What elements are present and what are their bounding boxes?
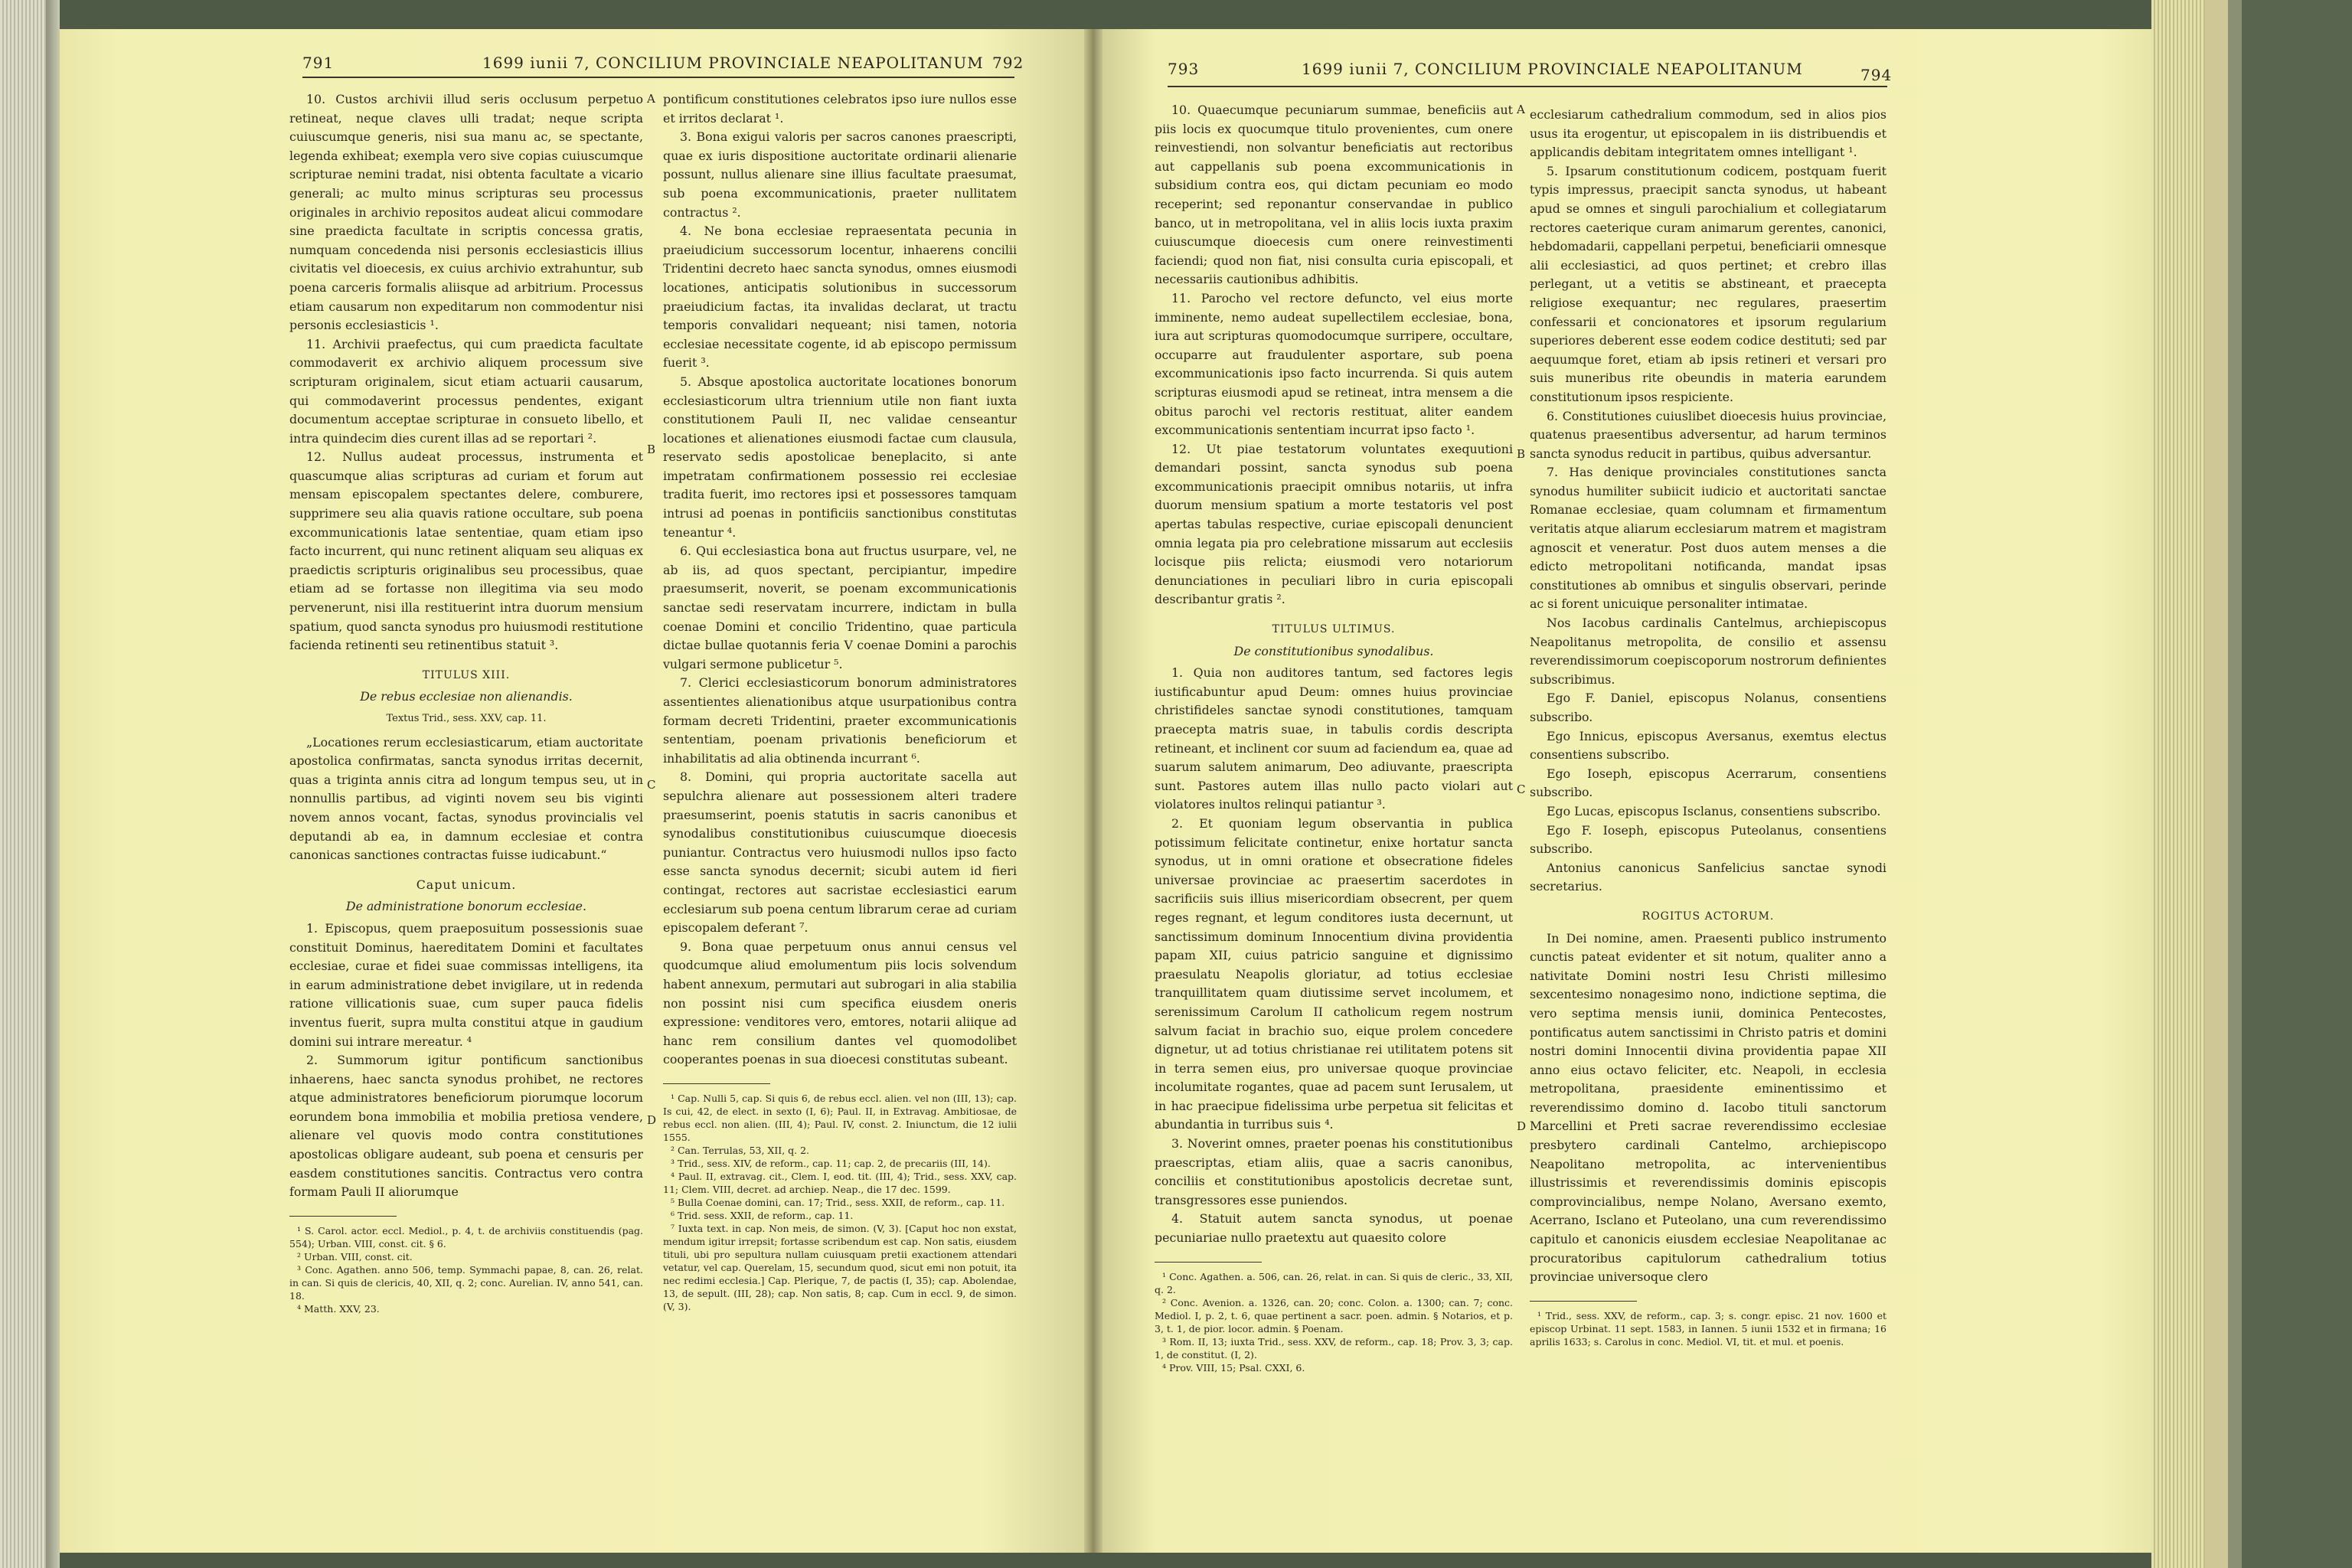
footnote: ³ Trid., sess. XIV, de reform., cap. 11; cap. 2, de precariis (III, 14). [671,1157,991,1169]
footnote: ² Conc. Avenion. a. 1326, can. 20; conc. Colon. a. 1300; can. 7; conc. Mediol. I, p. 2, t. 6, quae pertinent a sacr. poen. admin. § Notarios, et p. 3, t. 1, de pior. locor. admin. § Poenam. [1155,1296,1513,1334]
footnote: ⁶ Trid. sess. XXII, de reform., cap. 11. [671,1209,854,1221]
left-page-number: 791 [302,54,335,72]
right-header-rule [1168,86,1887,87]
paragraph: 7. Clerici ecclesiasticorum bonorum administratores assentientes alienationibus atque usurpationibus contra formam decreti Tridentini, praeter excommunicationis sententiam, poenam privationis beneficiorum et inhabilitatis ad alia obtinenda incurrant ⁶. [663,675,1017,766]
footnote: ¹ Cap. Nulli 5, cap. Si quis 6, de rebus eccl. alien. vel non (III, 13); cap. Is cui, 42, de elect. in sexto (I, 6); Paul. II, in Extravag. Ambitiosae, de rebus eccl. non alien. (III, 4); Paul. IV, const. 2. Iniunctum, die 12 iulii 1555. [663,1092,1017,1143]
book-cover-shadow [2228,0,2242,1568]
footnote: ¹ Trid., sess. XXV, de reform., cap. 3; s. congr. episc. 21 nov. 1600 et episcop Urbinat. 11 sept. 1583, in Iannen. 5 iunii 1532 et in firmana; 16 aprilis 1633; s. Carolus in conc. Mediol. VI, tit. et mul. et poenis. [1530,1309,1886,1348]
page-edge-strip [2151,0,2205,1568]
section-source: Textus Trid., sess. XXV, cap. 11. [386,713,547,724]
paragraph: „Locationes rerum ecclesiasticarum, etiam auctoritate apostolica confirmatas, sancta synodus irritas decernit, quas a triginta annis citra ad longum tempus seu, ut in nonnullis partibus, ad viginti novem seu bis viginti novem annos vocant, factas, synodus provincialis vel deputandi ab ea, in damnum ecclesiae et contra canonicas sanctiones contractas fuisse iudicabunt.“ [289,734,643,863]
signature-paragraph: Nos Iacobus cardinalis Cantelmus, archiepiscopus Neapolitanus metropolita, de consilio et assensu reverendissimorum coepiscoporum nostrorum definientes subscribimus. [1530,616,1886,687]
paragraph: 11. Parocho vel rectore defuncto, vel eius morte imminente, nemo audeat supellectilem ecclesiae, bona, iura aut scripturas quomodocumque surripere, occultare, occuparre aut fraudulenter asportare, sub poena excommunicationis ipso facto incurrenda. Si quis autem scripturas eiusmodi apud se retineat, intra mensem a die obitus parochi vel rectoris restituat, aliter eandem excommunicationis sententiam incurrat ipso facto ¹. [1155,290,1513,438]
column-791 [289,90,643,1468]
signature-paragraph: Ego Lucas, episcopus Isclanus, consentiens subscribo. [1547,803,1881,818]
paragraph: 1. Episcopus, quem praeposuitum possessionis suae constituit Dominus, haereditatem Domini et facultates ecclesiae, curae et fidei suae commissas intelligens, ita in earum administratione debet invigilare, ut in redenda ratione villicationis suae, cum super pauca fidelis inventus fuerit, supra multa constitui atque in gaudium domini sui intrare mereatur. ⁴ [289,920,643,1049]
margin-marker-c-right: C [1517,782,1526,796]
paragraph: 2. Et quoniam legum observantia in publica potissimum felicitate continetur, enixe hortatur sancta synodus, ut in omni oratione et obsecratione fideles universae provinciae ac praesertim sacerdotes in sacrificiis suis illius misericordiam obsecrent, per quem reges regnant, et legum conditores iusta decernunt, ut sanctissimum dominum Innocentium divina providentia papam XII, cuius patricio sanguine et dignissimo praesulatu Neapolis gloriatur, ad totius ecclesiae tranquillitatem quam diutissime servet incolumem, et serenissimum Carolum II catholicum regem nostrum salvum faciat in brachio suo, eique prolem concedere dignetur, ut ad totius christianae rei utilitatem potens sit in terra semen eius, pro universae quoque provinciae incolumitate rogantes, quae ad pacem sunt Ierusalem, ut in hac praecipue fidelissima urbe perpetua sit felicitas et abundantia in turribus suis ⁴. [1155,815,1513,1132]
right-column-number: 794 [1860,66,1893,84]
margin-marker-a-right: A [1517,103,1525,116]
column-794 [1530,106,1886,1476]
margin-marker-b: B [647,443,656,456]
paragraph: 10. Custos archivii illud seris occlusum perpetuo retineat, neque claves ulli tradat; neque scripta cuiuscumque generis, nisi sua manu ac, se spectante, legenda exhibeat; exempla vero sive copias cuiuscumque scripturae nemini tradat, nisi obtenta facultate a vicario generali; ac multo minus scripturas seu processus originales in archivio repositos audeat alicui commodare sine praedicta facultate in scriptis concessa gratis, numquam concedenda nisi personis ecclesiasticis illius civitatis vel dioecesis, ex cuius archivio extrahuntur, sub poena carceris formalis aliisque ad arbitrium. Processus etiam causarum non expeditarum non commodentur nisi personis ecclesiasticis ¹. [289,92,643,333]
book-cover-edge [2205,0,2228,1568]
paragraph: 3. Bona exigui valoris per sacros canones praescripti, quae ex iuris dispositione auctoritate ordinarii alienarie possunt, nullus alienare sine illius facultate praesumat, sub poena excommunicationis, praeter nullitatem contractus ². [663,129,1017,220]
footnote: ³ Conc. Agathen. anno 506, temp. Symmachi papae, 8, can. 26, relat. in can. Si quis de clericis, 40, XII, q. 2; conc. Aurelian. IV, anno 541, can. 18. [289,1263,643,1302]
book-page-edges-left [0,0,46,1568]
right-running-title: 1699 iunii 7, CONCILIUM PROVINCIALE NEAPOLITANUM [1302,60,1803,78]
paragraph: 3. Noverint omnes, praeter poenas his constitutionibus praescriptas, etiam aliis, quae a sacris canonibus, conciliis et constitutionibus apostolicis decretae sunt, transgressores esse puniendos. [1155,1136,1513,1207]
paragraph: 12. Ut piae testatorum voluntates exequutioni demandari possint, sancta synodus sub poena excommunicationis praecipit omnibus notariis, ut infra duorum mensium spatium a morte testatoris vel post apertas tabulas respective, curiae episcopali denuncient omnia legata pia pro celebratione missarum aut ecclesiis locisque piis relicta; eiusmodi vero notariorum denunciationes in peculiari libro in curia episcopali describantur gratis ². [1155,441,1513,607]
section-subtitle: De rebus ecclesiae non alienandis. [360,689,573,704]
footnote-rule [663,1083,770,1084]
footnote: ⁵ Bulla Coenae domini, can. 17; Trid., sess. XXII, de reform., cap. 11. [671,1196,1005,1208]
paragraph: 9. Bona quae perpetuum onus annui census vel quodcumque aliud emolumentum piis locis solvendum habent annexum, permutari aut subrogari in alia stabilia non possint nisi cum specifica eiusdem oneris expressione: venditores vero, emtores, notarii aliique ad hanc rem consilium dantes vel quomodolibet cooperantes poenas in sua dioecesi constitutas subeant. [663,939,1017,1067]
paragraph: 8. Domini, qui propria auctoritate sacella aut sepulchra alienare aut possessionem alteri tradere praesumserint, poenis statutis in sacris canonibus et synodalibus constitutionibus cuiuscumque dioecesis puniantur. Contractus vero huiusmodi nullos ipso facto esse sancta synodus decernit; sicubi autem id fieri contingat, rectores aut sacristae ecclesiastici earum ecclesiarum sub poena centum librarum cerae ad curiam episcopalem deferant ⁷. [663,769,1017,936]
paragraph: ecclesiarum cathedralium commodum, sed in alios pios usus ita erogentur, ut episcopalem in iis distribuendis et applicandis debitam integritatem omnes intelligant ¹. [1530,107,1886,160]
column-792 [663,90,1017,1468]
footnote-rule [1155,1262,1262,1263]
margin-marker-d: D [647,1113,657,1127]
margin-marker-d-right: D [1517,1119,1527,1133]
paragraph: In Dei nomine, amen. Praesenti publico instrumento cunctis pateat evidenter et sit notum, qualiter anno a nativitate Domini nostri Iesu Christi millesimo sexcentesimo nonagesimo nono, indictione septima, die vero septima mensis iunii, dominica Pentecostes, pontificatus autem sanctissimi in Christo patris et domini nostri domini Innocentii divina providentia papae XII anno eius octavo feliciter, etc. Neapoli, in ecclesia metropolitana, praesidente eminentissimo et reverendissimo domino d. Iacobo tituli sanctorum Marcellini et Preti sacrae reverendissimo ecclesiae presbytero cardinali Cantelmo, archiepiscopo Neapolitano metropolita, ac intervenientibus illustrissimis et reverendissimis dominis episcopis comprovincialibus, nempe Nolano, Aversano exemto, Acerrano, Isclano et Puteolano, una cum reverendissimo capitulo et canonicis eiusdem ecclesiae Neapolitanae ac procuratoribus capitulorum cathedralium totius provinciae universoque clero [1530,930,1886,1285]
margin-marker-a: A [647,92,655,106]
book-cover-edge-left [46,0,60,1568]
column-793 [1155,101,1513,1472]
right-page-number: 793 [1168,60,1200,78]
signature-paragraph: Ego F. Daniel, episcopus Nolanus, consentiens subscribo. [1530,691,1886,724]
left-running-title: 1699 iunii 7, CONCILIUM PROVINCIALE NEAPOLITANUM [482,54,984,72]
footnote: ⁷ Iuxta text. in cap. Non meis, de simon. (V, 3). [Caput hoc non exstat, mendum igitur irrepsit; fortasse scribendum est cap. Non satis, eiusdem tituli, ubi pro sepultura nullam cuiusquam pretii exactionem attendari vetatur, vel cap. Querelam, 15, secundum quod, sicut emi non potuit, ita nec redimi ecclesia.] Cap. Plerique, 7, de pactis (I, 35); cap. Abolendae, 13, de sepult. (III, 28); cap. Non satis, 8; cap. Cum in eccl. 9, de simon. (V, 3). [663,1222,1017,1312]
paragraph: 10. Quaecumque pecuniarum summae, beneficiis aut piis locis ex quocumque titulo provenientes, cum onere reinvestiendi, non solvantur beneficiatis aut rectoribus aut cappellanis sub poena excommunicationis in subsidium contra eos, qui dictam pecuniam eo modo receperint; sed reponantur conservandae in publico banco, ut in metropolitana, vel in aliis locis iuxta praxim cuiuscumque dioecesis cum onere reinvestimenti faciendi; quod non fiat, nisi consulta curia episcopali, et necessariis cautionibus adhibitis. [1155,103,1513,287]
signature-paragraph: Antonius canonicus Sanfelicius sanctae synodi secretarius. [1530,860,1886,894]
section-title: ROGITUS ACTORUM. [1642,910,1775,923]
section-title: TITULUS ULTIMUS. [1272,623,1396,636]
paragraph: 6. Qui ecclesiastica bona aut fructus usurpare, vel, ne ab iis, ad quos spectant, percipiantur, impedire praesumserit, noverit, se poenam excommunicationis sanctae sedi reservatam incurrere, indictam in bulla coenae Domini et concilio Tridentino, quae particula dictae bullae quotannis feria V coenae Domini a parochis vulgari sermone publicetur ⁵. [663,544,1017,671]
footnote-rule [289,1216,397,1217]
left-header-rule [302,77,1014,78]
signature-paragraph: Ego Ioseph, episcopus Acerrarum, consentiens subscribo. [1530,766,1886,800]
footnote: ⁴ Prov. VIII, 15; Psal. CXXI, 6. [1162,1361,1305,1374]
footnote-rule [1530,1301,1637,1302]
footnote: ² Can. Terrulas, 53, XII, q. 2. [671,1144,810,1156]
paragraph: 5. Ipsarum constitutionum codicem, postquam fuerit typis impressus, praecipit sancta synodus, ut habeant apud se omnes et singuli parochialium et collegiatarum rectores caeterique curam animarum gerentes, canonici, hebdomadarii, cappellani perpetui, beneficiarii omnesque alii ecclesiastici, ad quos pertinet; et crebro illas perlegant, ut a vetitis se abstineant, et praecepta religiose exequantur; nec regulares, praesertim confessarii et concionatores et ipsorum regularium superiores deberent esse eodem codice destituti; sed par aequumque foret, etiam ab ipsis retineri et versari pro suis muneribus rite obeundis in materia earundem constitutionum ipsos respiciente. [1530,163,1886,404]
signature-paragraph: Ego F. Ioseph, episcopus Puteolanus, consentiens subscribo. [1530,822,1886,857]
section-subtitle: De administratione bonorum ecclesiae. [345,899,587,914]
paragraph: 2. Summorum igitur pontificum sanctionibus inhaerens, haec sancta synodus prohibet, ne rectores atque administratores beneficiorum piorumque locorum eorundem bona immobilia et mobilia pretiosa vendere, alienare vel quovis modo contra constitutiones apostolicas obligare audeant, sub poena et censuris per easdem constitutiones sancitis. Contractus vero contra formam Pauli II aliorumque [289,1053,643,1200]
margin-marker-c: C [647,778,656,792]
book-gutter [1084,29,1102,1553]
footnote: ¹ Conc. Agathen. a. 506, can. 26, relat. in can. Si quis de cleric., 33, XII, q. 2. [1155,1270,1513,1295]
paragraph: 6. Constitutiones cuiuslibet dioecesis huius provinciae, quatenus praesentibus adversentur, ad harum terminos sancta synodus reducit in partibus, quibus adversantur. [1530,408,1886,461]
footnote: ² Urban. VIII, const. cit. [297,1250,413,1263]
footnote: ⁴ Matth. XXV, 23. [297,1302,380,1315]
left-column-number: 792 [992,54,1024,72]
section-subtitle: De constitutionibus synodalibus. [1233,643,1434,658]
margin-marker-b-right: B [1517,447,1526,461]
book-page-edges-right [2151,0,2352,1568]
section-title: Caput unicum. [416,877,517,892]
footnote: ³ Rom. II, 13; iuxta Trid., sess. XXV, de reform., cap. 18; Prov. 3, 3; cap. 1, de constitut. (I, 2). [1155,1335,1513,1361]
paragraph: 7. Has denique provinciales constitutiones sancta synodus humiliter subiicit iudicio et auctoritati sanctae Romanae ecclesiae, quam columnam et firmamentum veritatis atque aliarum ecclesiarum matrem et magistram agnoscit et veneratur. Post duos autem menses a die edicto metropolitani notificanda, mandat ipsas constitutiones ab omnibus et singulis observari, perinde ac si forent unicuique personaliter intimatae. [1530,465,1886,612]
paragraph: 4. Statuit autem sancta synodus, ut poenae pecuniariae nullo praetextu aut quaesito colore [1155,1211,1513,1246]
footnote: ⁴ Paul. II, extravag. cit., Clem. I, eod. tit. (III, 4); Trid., sess. XXV, cap. 11; Clem. VIII, decret. ad archiep. Neap., die 17 dec. 1599. [663,1170,1017,1195]
paragraph: 11. Archivii praefectus, qui cum praedicta facultate commodaverit ex archivio aliquem processum sive scripturam originalem, sicut etiam actuarii causarum, qui commodaverint processus pendentes, exigant documentum acceptae scripturae in consueto libello, et intra quindecim dies curent illas ad se reportari ². [289,336,643,446]
signature-paragraph: Ego Innicus, episcopus Aversanus, exemtus electus consentiens subscribo. [1530,728,1886,763]
section-title: TITULUS XIII. [422,668,511,681]
footnote: ¹ S. Carol. actor. eccl. Mediol., p. 4, t. de archiviis constituendis (pag. 554); Urban. VIII, const. cit. § 6. [289,1224,643,1250]
paragraph: 1. Quia non auditores tantum, sed factores legis iustificabuntur apud Deum: omnes huius provinciae christifideles sanctae synodi constitutiones, tamquam praecepta matris suae, in tabulis cordis descripta retineant, et inclinent cor suum ad faciendum ea, quae ad suarum salutem animarum, Deo adiuvante, praescripta sunt. Pastores autem illas nullo pacto violari aut violatores inultos relinqui patiantur ³. [1155,665,1513,812]
paragraph: 5. Absque apostolica auctoritate locationes bonorum ecclesiasticorum ultra triennium utile non fiant iuxta constitutionem Pauli II, nec validae censeantur locationes et alienationes eiusmodi factae cum clausula, reservato sedis apostolicae beneplacito, si ante impetratam confirmationem possessio rei ecclesiae tradita fuerit, imo rectores ipsi et possessores tamquam intrusi ad poenas in pontificiis sanctionibus constitutas teneantur ⁴. [663,374,1017,540]
paragraph: pontificum constitutiones celebratos ipso iure nullos esse et irritos declarat ¹. [663,92,1017,126]
paragraph: 12. Nullus audeat processus, instrumenta et quascumque alias scripturas ad curiam et forum aut mensam episcopalem spectantes delere, comburere, supprimere seu alia quavis ratione occultare, sub poena excommunicationis latae sententiae, quam etiam ipso facto incurrent, qui nunc retinent aliquam seu aliquas ex praedictis scripturis originalibus seu processibus, quae etiam ad se fortasse non illegitima via seu modo pervenerunt, nisi illa restituerint intra duorum mensium spatium, quod sancta synodus pro huiusmodi restitutione facienda retinenti seu retinentibus statuit ³. [289,449,643,653]
paragraph: 4. Ne bona ecclesiae repraesentata pecunia in praeiudicium successorum locentur, inhaerens concilii Tridentini decreto haec sancta synodus, omnes eiusmodi locationes, anticipatis solutionibus in successorum praeiudicium factas, ita invalidas declarat, ut tractu temporis convalidari nequeant; nisi tamen, notoria ecclesiae necessitate cogente, id ab episcopo permissum fuerit ³. [663,224,1017,371]
